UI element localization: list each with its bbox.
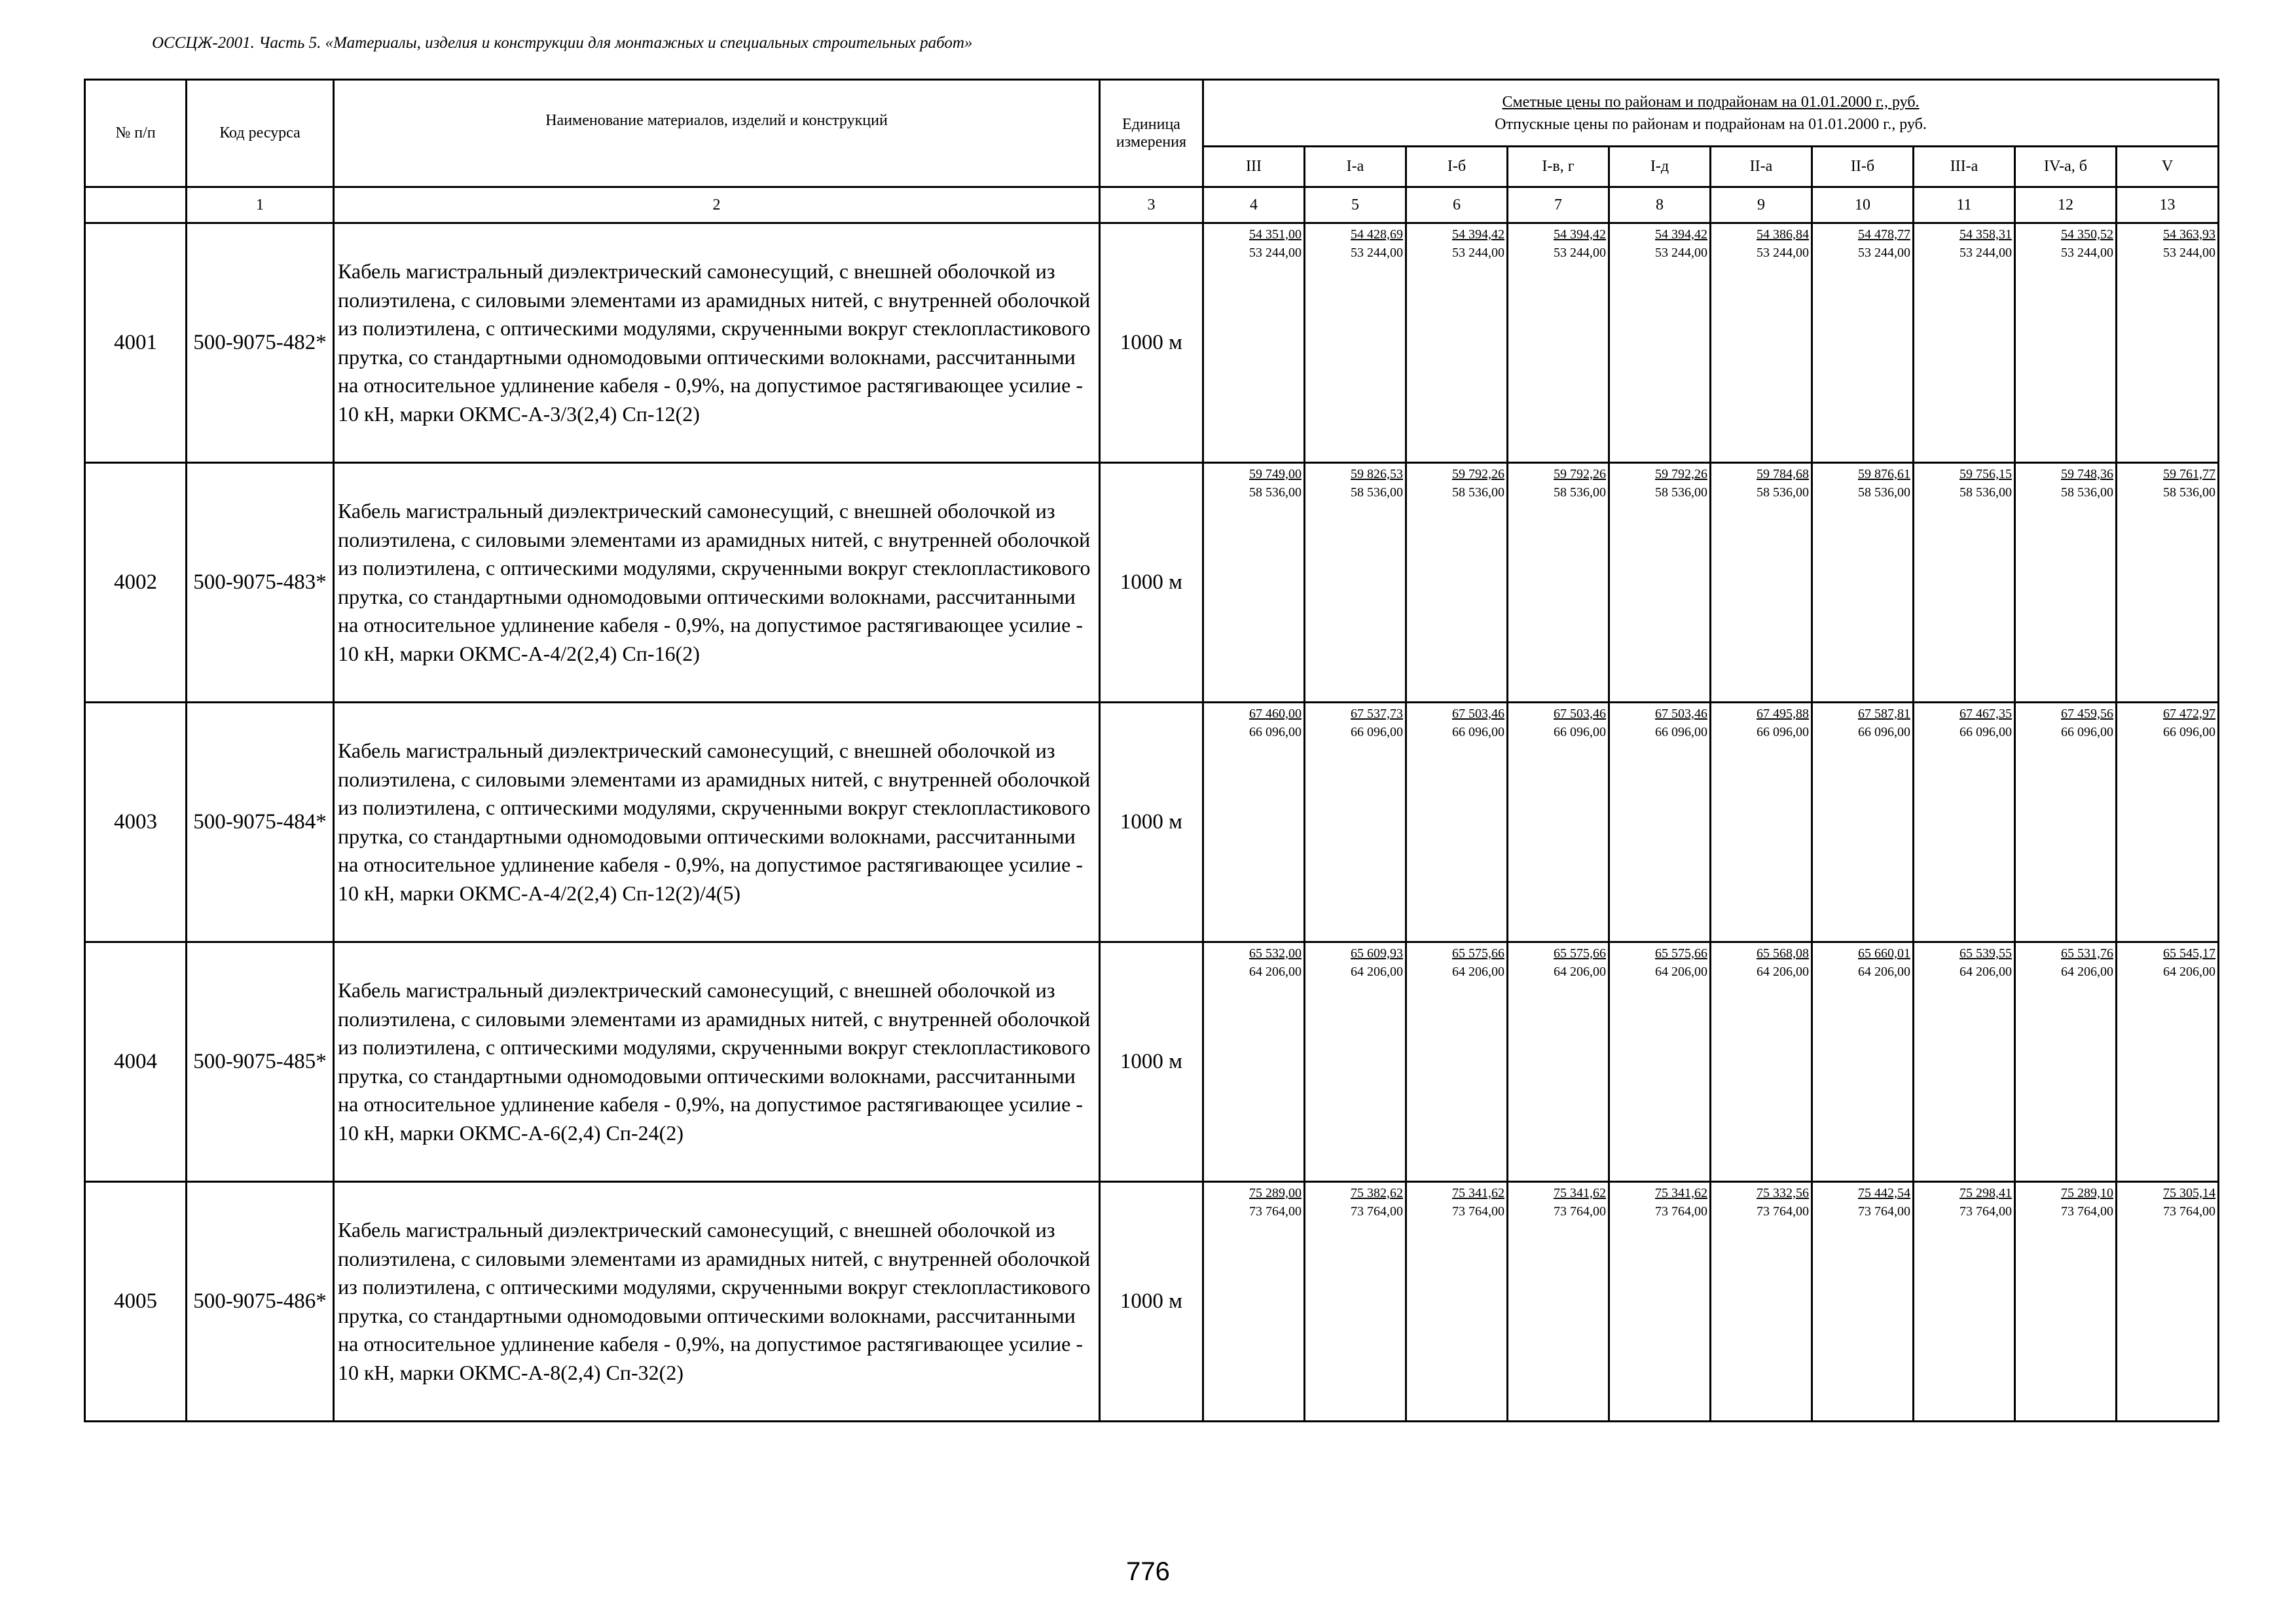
- release-price: 64 206,00: [1959, 965, 2012, 979]
- estimated-price: 54 358,31: [1959, 227, 2012, 242]
- price-cell: [2015, 223, 2117, 463]
- price-cell: [1914, 703, 2015, 942]
- release-price: 66 096,00: [1554, 725, 1606, 739]
- price-cell: [1406, 942, 1508, 1182]
- release-price: 53 244,00: [1554, 246, 1606, 260]
- release-price: 58 536,00: [1249, 485, 1302, 500]
- prices-title-cell: [1203, 80, 2219, 147]
- estimated-price: 67 503,46: [1452, 707, 1504, 721]
- release-price: 66 096,00: [1757, 725, 1809, 739]
- estimated-price: 65 545,17: [2163, 946, 2216, 961]
- release-price: 53 244,00: [1655, 246, 1707, 260]
- row-number-cell: 4005: [85, 1182, 187, 1422]
- estimated-price: 59 792,26: [1554, 467, 1606, 481]
- region-header: II-а: [1711, 147, 1812, 187]
- release-price: 64 206,00: [1554, 965, 1606, 979]
- estimated-price: 65 532,00: [1249, 946, 1302, 961]
- column-number: 10: [1812, 187, 1914, 223]
- estimated-price: 65 575,66: [1554, 946, 1606, 961]
- release-price: 64 206,00: [1655, 965, 1707, 979]
- estimated-price: 75 442,54: [1858, 1186, 1910, 1200]
- price-cell: [1914, 942, 2015, 1182]
- price-cell: [1305, 463, 1406, 703]
- price-cell: [1508, 942, 1609, 1182]
- estimated-price: 75 341,62: [1452, 1186, 1504, 1200]
- column-number: 4: [1203, 187, 1305, 223]
- price-cell: [1609, 1182, 1711, 1422]
- release-price: 58 536,00: [1351, 485, 1403, 500]
- release-price: 66 096,00: [1858, 725, 1910, 739]
- region-header: II-б: [1812, 147, 1914, 187]
- row-number-cell: 4001: [85, 223, 187, 463]
- page-number: 776: [1126, 1557, 1170, 1586]
- release-price: 64 206,00: [1249, 965, 1302, 979]
- release-price: 66 096,00: [1655, 725, 1707, 739]
- estimated-price: 65 660,01: [1858, 946, 1910, 961]
- price-cell: [1812, 463, 1914, 703]
- release-price: 66 096,00: [1452, 725, 1504, 739]
- estimated-price: 75 341,62: [1655, 1186, 1707, 1200]
- release-price: 66 096,00: [2163, 725, 2216, 739]
- table-row: [85, 703, 2219, 942]
- release-price: 58 536,00: [1858, 485, 1910, 500]
- release-price: 73 764,00: [1655, 1204, 1707, 1219]
- material-name-cell: Кабель магистральный диэлектрический самонесущий, с внешней оболочкой из полиэтилена, с силовыми элементами из арамидных нитей, с внутренней оболочкой из полиэтилена, с оптическими модулями, скрученными вокруг стеклопластикового прутка, со стандартными одномодовыми оптическими волокнами, рассчитанными на относительное удлинение кабеля - 0,9%, на допустимое растягивающее усилие - 10 кН, марки ОКМС-А-4/2(2,4) Сп-12(2)/4(5): [334, 703, 1100, 942]
- price-cell: [1711, 1182, 1812, 1422]
- price-cell: [1711, 463, 1812, 703]
- resource-code-cell: 500-9075-484*: [187, 703, 334, 942]
- estimated-price: 59 792,26: [1655, 467, 1707, 481]
- resource-code-cell: 500-9075-482*: [187, 223, 334, 463]
- price-cell: [1406, 223, 1508, 463]
- estimated-price: 65 539,55: [1959, 946, 2012, 961]
- price-cell: [2015, 703, 2117, 942]
- price-cell: [1203, 703, 1305, 942]
- price-cell: [2015, 463, 2117, 703]
- release-price: 53 244,00: [1249, 246, 1302, 260]
- price-cell: [1508, 223, 1609, 463]
- price-cell: [1914, 463, 2015, 703]
- table-row: [85, 1182, 2219, 1422]
- estimated-price: 54 394,42: [1655, 227, 1707, 242]
- column-number: 2: [334, 187, 1100, 223]
- price-cell: [1203, 463, 1305, 703]
- price-cell: [2015, 942, 2117, 1182]
- column-number: 3: [1100, 187, 1203, 223]
- release-price: 73 764,00: [1351, 1204, 1403, 1219]
- price-cell: [2015, 1182, 2117, 1422]
- price-cell: [1406, 1182, 1508, 1422]
- release-price: 66 096,00: [1351, 725, 1403, 739]
- price-cell: [1609, 942, 1711, 1182]
- estimated-price: 65 568,08: [1757, 946, 1809, 961]
- release-price: 66 096,00: [2061, 725, 2113, 739]
- region-header: I-б: [1406, 147, 1508, 187]
- estimated-price: 65 609,93: [1351, 946, 1403, 961]
- price-cell: [1914, 1182, 2015, 1422]
- estimated-price: 65 575,66: [1655, 946, 1707, 961]
- price-cell: [1812, 223, 1914, 463]
- estimated-price: 54 386,84: [1757, 227, 1809, 242]
- release-price: 53 244,00: [2163, 246, 2216, 260]
- header-row-1: [85, 80, 2219, 147]
- price-cell: [1609, 463, 1711, 703]
- column-number: 9: [1711, 187, 1812, 223]
- release-price: 64 206,00: [2163, 965, 2216, 979]
- column-number: 5: [1305, 187, 1406, 223]
- price-cell: [1711, 223, 1812, 463]
- estimated-price: 67 472,97: [2163, 707, 2216, 721]
- estimated-price: 59 792,26: [1452, 467, 1504, 481]
- price-cell: [1203, 942, 1305, 1182]
- price-cell: [1203, 223, 1305, 463]
- price-cell: [2117, 942, 2219, 1182]
- release-price: 73 764,00: [2061, 1204, 2113, 1219]
- release-price: 64 206,00: [1757, 965, 1809, 979]
- release-price: 73 764,00: [1554, 1204, 1606, 1219]
- material-name-cell: Кабель магистральный диэлектрический самонесущий, с внешней оболочкой из полиэтилена, с силовыми элементами из арамидных нитей, с внутренней оболочкой из полиэтилена, с оптическими модулями, скрученными вокруг стеклопластикового прутка, со стандартными одномодовыми оптическими волокнами, рассчитанными на относительное удлинение кабеля - 0,9%, на допустимое растягивающее усилие - 10 кН, марки ОКМС-А-8(2,4) Сп-32(2): [334, 1182, 1100, 1422]
- price-cell: [1914, 223, 2015, 463]
- price-cell: [1508, 1182, 1609, 1422]
- column-number-row: [85, 187, 2219, 223]
- col-header-code: Код ресурса: [187, 80, 334, 187]
- price-cell: [1508, 703, 1609, 942]
- release-price: 58 536,00: [1655, 485, 1707, 500]
- column-number: 12: [2015, 187, 2117, 223]
- release-price: 58 536,00: [1757, 485, 1809, 500]
- table-row: [85, 223, 2219, 463]
- release-price: 73 764,00: [1452, 1204, 1504, 1219]
- column-number: 7: [1508, 187, 1609, 223]
- release-price: 53 244,00: [1858, 246, 1910, 260]
- price-cell: [1711, 942, 1812, 1182]
- estimated-price: 67 460,00: [1249, 707, 1302, 721]
- column-number: 11: [1914, 187, 2015, 223]
- release-price: 64 206,00: [2061, 965, 2113, 979]
- release-price: 64 206,00: [1858, 965, 1910, 979]
- estimated-price: 54 478,77: [1858, 227, 1910, 242]
- estimated-price: 54 428,69: [1351, 227, 1403, 242]
- estimated-price: 65 575,66: [1452, 946, 1504, 961]
- release-price: 53 244,00: [1351, 246, 1403, 260]
- price-cell: [1305, 1182, 1406, 1422]
- estimated-price: 65 531,76: [2061, 946, 2113, 961]
- estimated-price: 59 761,77: [2163, 467, 2216, 481]
- price-cell: [2117, 463, 2219, 703]
- release-price: 53 244,00: [1452, 246, 1504, 260]
- release-price: 73 764,00: [1959, 1204, 2012, 1219]
- price-cell: [1812, 703, 1914, 942]
- region-header: I-в, г: [1508, 147, 1609, 187]
- unit-cell: 1000 м: [1100, 703, 1203, 942]
- estimated-price: 67 467,35: [1959, 707, 2012, 721]
- col-header-np: № п/п: [85, 80, 187, 187]
- estimated-price: 54 394,42: [1452, 227, 1504, 242]
- price-cell: [1305, 703, 1406, 942]
- row-number-cell: 4003: [85, 703, 187, 942]
- prices-title-release: Отпускные цены по районам и подрайонам на 01.01.2000 г., руб.: [1495, 115, 1927, 133]
- estimated-price: 59 756,15: [1959, 467, 2012, 481]
- price-cell: [1609, 703, 1711, 942]
- release-price: 58 536,00: [1554, 485, 1606, 500]
- estimated-price: 67 495,88: [1757, 707, 1809, 721]
- resource-code-cell: 500-9075-485*: [187, 942, 334, 1182]
- prices-title-estimated: Сметные цены по районам и подрайонам на 01.01.2000 г., руб.: [1502, 93, 1920, 111]
- estimated-price: 59 784,68: [1757, 467, 1809, 481]
- price-cell: [1609, 223, 1711, 463]
- release-price: 64 206,00: [1452, 965, 1504, 979]
- estimated-price: 75 382,62: [1351, 1186, 1403, 1200]
- estimated-price: 59 748,36: [2061, 467, 2113, 481]
- column-number: 1: [187, 187, 334, 223]
- release-price: 53 244,00: [1757, 246, 1809, 260]
- estimated-price: 75 341,62: [1554, 1186, 1606, 1200]
- release-price: 64 206,00: [1351, 965, 1403, 979]
- price-cell: [2117, 223, 2219, 463]
- estimated-price: 67 503,46: [1554, 707, 1606, 721]
- table-row: [85, 463, 2219, 703]
- region-header: III-а: [1914, 147, 2015, 187]
- estimated-price: 67 537,73: [1351, 707, 1403, 721]
- unit-cell: 1000 м: [1100, 463, 1203, 703]
- material-name-cell: Кабель магистральный диэлектрический самонесущий, с внешней оболочкой из полиэтилена, с силовыми элементами из арамидных нитей, с внутренней оболочкой из полиэтилена, с оптическими модулями, скрученными вокруг стеклопластикового прутка, со стандартными одномодовыми оптическими волокнами, рассчитанными на относительное удлинение кабеля - 0,9%, на допустимое растягивающее усилие - 10 кН, марки ОКМС-А-3/3(2,4) Сп-12(2): [334, 223, 1100, 463]
- price-cell: [1711, 703, 1812, 942]
- estimated-price: 67 587,81: [1858, 707, 1910, 721]
- estimated-price: 75 289,00: [1249, 1186, 1302, 1200]
- estimated-price: 59 826,53: [1351, 467, 1403, 481]
- column-number: 6: [1406, 187, 1508, 223]
- region-header: III: [1203, 147, 1305, 187]
- estimated-price: 54 394,42: [1554, 227, 1606, 242]
- estimated-price: 75 305,14: [2163, 1186, 2216, 1200]
- release-price: 73 764,00: [1249, 1204, 1302, 1219]
- release-price: 73 764,00: [1757, 1204, 1809, 1219]
- release-price: 73 764,00: [2163, 1204, 2216, 1219]
- price-cell: [1508, 463, 1609, 703]
- estimated-price: 67 459,56: [2061, 707, 2113, 721]
- release-price: 58 536,00: [2163, 485, 2216, 500]
- estimated-price: 75 332,56: [1757, 1186, 1809, 1200]
- unit-cell: 1000 м: [1100, 942, 1203, 1182]
- price-cell: [2117, 1182, 2219, 1422]
- estimated-price: 75 289,10: [2061, 1186, 2113, 1200]
- material-name-cell: Кабель магистральный диэлектрический самонесущий, с внешней оболочкой из полиэтилена, с силовыми элементами из арамидных нитей, с внутренней оболочкой из полиэтилена, с оптическими модулями, скрученными вокруг стеклопластикового прутка, со стандартными одномодовыми оптическими волокнами, рассчитанными на относительное удлинение кабеля - 0,9%, на допустимое растягивающее усилие - 10 кН, марки ОКМС-А-4/2(2,4) Сп-16(2): [334, 463, 1100, 703]
- release-price: 73 764,00: [1858, 1204, 1910, 1219]
- release-price: 58 536,00: [1959, 485, 2012, 500]
- column-number: 13: [2117, 187, 2219, 223]
- estimated-price: 54 363,93: [2163, 227, 2216, 242]
- column-number: [85, 187, 187, 223]
- estimated-price: 75 298,41: [1959, 1186, 2012, 1200]
- release-price: 66 096,00: [1249, 725, 1302, 739]
- price-cell: [1406, 463, 1508, 703]
- release-price: 53 244,00: [1959, 246, 2012, 260]
- price-cell: [2117, 703, 2219, 942]
- region-header: V: [2117, 147, 2219, 187]
- estimated-price: 54 350,52: [2061, 227, 2113, 242]
- material-name-cell: Кабель магистральный диэлектрический самонесущий, с внешней оболочкой из полиэтилена, с силовыми элементами из арамидных нитей, с внутренней оболочкой из полиэтилена, с оптическими модулями, скрученными вокруг стеклопластикового прутка, со стандартными одномодовыми оптическими волокнами, рассчитанными на относительное удлинение кабеля - 0,9%, на допустимое растягивающее усилие - 10 кН, марки ОКМС-А-6(2,4) Сп-24(2): [334, 942, 1100, 1182]
- release-price: 53 244,00: [2061, 246, 2113, 260]
- release-price: 58 536,00: [1452, 485, 1504, 500]
- region-header: IV-а, б: [2015, 147, 2117, 187]
- estimated-price: 59 876,61: [1858, 467, 1910, 481]
- row-number-cell: 4002: [85, 463, 187, 703]
- price-cell: [1305, 223, 1406, 463]
- estimated-price: 59 749,00: [1249, 467, 1302, 481]
- release-price: 66 096,00: [1959, 725, 2012, 739]
- unit-cell: 1000 м: [1100, 1182, 1203, 1422]
- col-header-name: Наименование материалов, изделий и конструкций: [334, 80, 1100, 187]
- price-cell: [1203, 1182, 1305, 1422]
- price-cell: [1305, 942, 1406, 1182]
- table-row: [85, 942, 2219, 1182]
- region-header: I-а: [1305, 147, 1406, 187]
- unit-cell: 1000 м: [1100, 223, 1203, 463]
- document-header: ОССЦЖ-2001. Часть 5. «Материалы, изделия и конструкции для монтажных и специальных строительных работ»: [152, 34, 973, 52]
- release-price: 58 536,00: [2061, 485, 2113, 500]
- row-number-cell: 4004: [85, 942, 187, 1182]
- price-cell: [1812, 1182, 1914, 1422]
- column-number: 8: [1609, 187, 1711, 223]
- resource-code-cell: 500-9075-486*: [187, 1182, 334, 1422]
- price-cell: [1812, 942, 1914, 1182]
- resource-code-cell: 500-9075-483*: [187, 463, 334, 703]
- estimated-price: 54 351,00: [1249, 227, 1302, 242]
- region-header: I-д: [1609, 147, 1711, 187]
- estimated-price: 67 503,46: [1655, 707, 1707, 721]
- price-table: [84, 79, 2219, 1422]
- price-cell: [1406, 703, 1508, 942]
- col-header-unit: Единица измерения: [1100, 80, 1203, 187]
